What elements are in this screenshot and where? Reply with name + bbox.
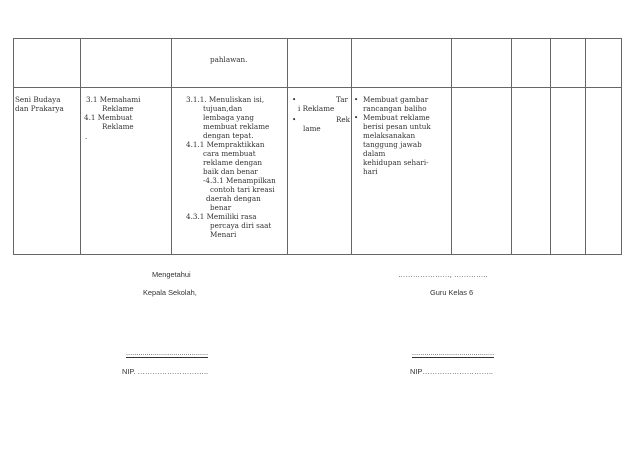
teacher-name-line: ........................................ (412, 348, 495, 357)
indicator-line: reklame dengan (203, 158, 262, 167)
principal-nip: NIP. ……………………….. (122, 367, 209, 376)
kd-line: Reklame (102, 122, 134, 131)
col-divider (171, 38, 172, 255)
kd-line: 3.1 Memahami (86, 95, 141, 104)
kd-line: Reklame (102, 104, 134, 113)
teacher-nip: NIP……………………….. (410, 367, 493, 376)
indicator-line: tujuan,dan (203, 104, 243, 113)
col-divider (351, 38, 352, 255)
indicator-line: -4.3.1 Menampilkan (203, 176, 276, 185)
activity-line: melaksanakan (363, 131, 416, 140)
indicator-line: daerah dengan (206, 194, 261, 203)
indicator-line: benar (210, 203, 232, 212)
kd-line: 4.1 Membuat (84, 113, 133, 122)
indicator-line: cara membuat (203, 149, 256, 158)
indicator-line: 4.3.1 Memiliki rasa (186, 212, 257, 221)
indicator-line: 3.1.1. Menuliskan isi, (186, 95, 265, 104)
indicator-line: 4.1.1 Mempraktikkan (186, 140, 265, 149)
col-divider (550, 38, 551, 255)
col-divider (511, 38, 512, 255)
principal-title: Kepala Sekolah, (143, 288, 197, 297)
teacher-title: Guru Kelas 6 (430, 288, 474, 297)
materi-text: i Reklame (298, 104, 335, 113)
indicator-line: baik dan benar (203, 167, 258, 176)
table-border-top (13, 38, 622, 39)
col-divider (585, 38, 586, 255)
place-date: …………………, ………….. (398, 270, 488, 279)
indicator-line: dengan tepat. (203, 131, 254, 140)
activity-line: hari (363, 167, 378, 176)
mengetahui-label: Mengetahui (152, 270, 191, 279)
indicator-line: percaya diri saat (210, 221, 272, 230)
activity-line: kehidupan sehari- (363, 158, 429, 167)
col-divider (80, 38, 81, 255)
table-border-right (621, 38, 622, 255)
indicator-line: contoh tari kreasi (210, 185, 275, 194)
indicator-continuation: pahlawan. (210, 55, 248, 64)
row-divider (13, 87, 622, 88)
activity-line: berisi pesan untuk (363, 122, 431, 131)
materi-text: lame (303, 124, 321, 133)
bullet: • (292, 95, 297, 104)
subject-line-2: dan Prakarya (15, 104, 64, 113)
bullet: • (354, 95, 359, 104)
materi-text: Tar (336, 95, 348, 104)
subject-line-1: Seni Budaya (15, 95, 61, 104)
activity-line: Membuat reklame (363, 113, 430, 122)
col-divider (13, 38, 14, 255)
principal-name-line: ........................................ (126, 348, 209, 357)
lesson-plan-table (13, 38, 622, 255)
indicator-line: membuat reklame (203, 122, 270, 131)
bullet: • (354, 113, 359, 122)
indicator-line: lembaga yang (203, 113, 255, 122)
col-divider (287, 38, 288, 255)
kd-line: . (85, 132, 88, 141)
materi-text: Rek (336, 115, 351, 124)
table-border-bottom (13, 254, 622, 255)
indicator-line: Menari (210, 230, 237, 239)
col-divider (451, 38, 452, 255)
activity-line: rancangan baliho (363, 104, 427, 113)
bullet: • (292, 115, 297, 124)
activity-line: Membuat gambar (363, 95, 429, 104)
activity-line: dalam (363, 149, 386, 158)
activity-line: tanggung jawab (363, 140, 422, 149)
